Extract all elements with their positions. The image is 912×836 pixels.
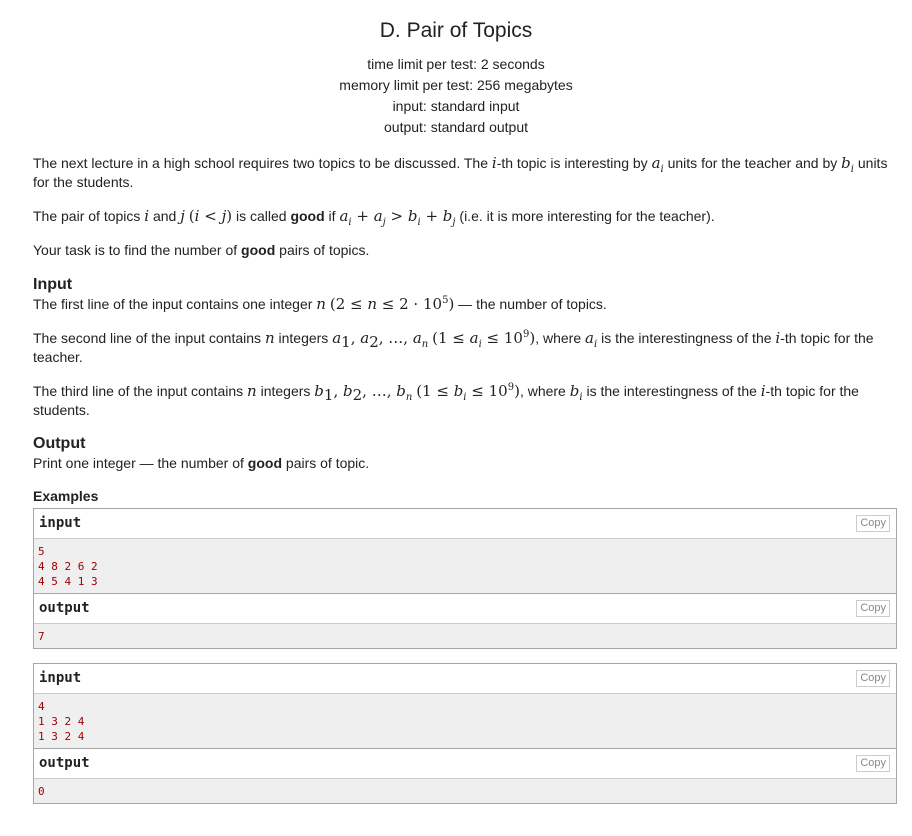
example-2-output-title (34, 749, 896, 779)
test-line: 0 (38, 785, 45, 798)
output-file: output: standard output (384, 119, 528, 135)
test-line: 1 3 2 4 (38, 730, 85, 743)
test-line: 4 (38, 700, 45, 713)
input-file: input: standard input (392, 98, 520, 114)
memory-limit: memory limit per test: 256 megabytes (339, 77, 573, 93)
example-output-label: output (39, 755, 90, 771)
examples-heading: Examples (33, 488, 99, 504)
problem-title: D. Pair of Topics (379, 19, 533, 42)
problem-header (0, 0, 912, 138)
example-1-input-title (34, 509, 896, 539)
test-line: 4 8 2 6 2 (38, 560, 98, 573)
test-line: 5 (38, 545, 45, 558)
copy-button[interactable]: Copy (856, 600, 890, 617)
example-output-label: output (39, 600, 90, 616)
example-2 (33, 663, 897, 804)
problem-statement (0, 154, 912, 505)
input-line-3: The third line of the input contains n integers $b_1$, $b_2$, …, $b_n$ $(1 \le b_i \le 10^9)$, where $b_i$ is the interestingness of the i-th topic for the students. (33, 382, 859, 418)
example-2-input (34, 694, 896, 749)
input-line-1: The first line of the input contains one integer n $(2 \le n \le 2 \cdot 10^5)$ — the number of topics. (33, 295, 607, 313)
example-input-label: input (39, 515, 82, 531)
time-limit: time limit per test: 2 seconds (367, 56, 545, 72)
statement-paragraph-3: Your task is to find the number of good pairs of topics. (33, 242, 370, 258)
statement-paragraph-2: The pair of topics i and j (i < j) is called good if $a_i + a_j > b_i + b_j$ (i.e. it is more interesting for the teacher). (33, 207, 715, 228)
example-input-label: input (39, 670, 82, 686)
example-2-output (34, 779, 896, 803)
input-line-2: The second line of the input contains n integers $a_1$, $a_2$, …, $a_n$ $(1 \le a_i \le 10^9)$, where $a_i$ is the interestingness of the i-th topic for the teacher. (33, 329, 874, 365)
copy-button[interactable]: Copy (856, 670, 890, 687)
input-heading: Input (33, 276, 73, 293)
test-line: 4 5 4 1 3 (38, 575, 98, 588)
copy-button[interactable]: Copy (856, 755, 890, 772)
output-heading: Output (33, 435, 86, 452)
example-2-input-title (34, 664, 896, 694)
example-1-output (34, 624, 896, 648)
example-1-output-title (34, 594, 896, 624)
statement-paragraph-1: The next lecture in a high school requires two topics to be discussed. The i-th topic is interesting by $a_i$ units for the teacher and by $b_i$ units for the students. (33, 154, 888, 190)
output-description: Print one integer — the number of good pairs of topic. (33, 455, 370, 471)
example-1-input (34, 539, 896, 594)
example-1 (33, 508, 897, 649)
test-line: 7 (38, 630, 45, 643)
test-line: 1 3 2 4 (38, 715, 85, 728)
copy-button[interactable]: Copy (856, 515, 890, 532)
